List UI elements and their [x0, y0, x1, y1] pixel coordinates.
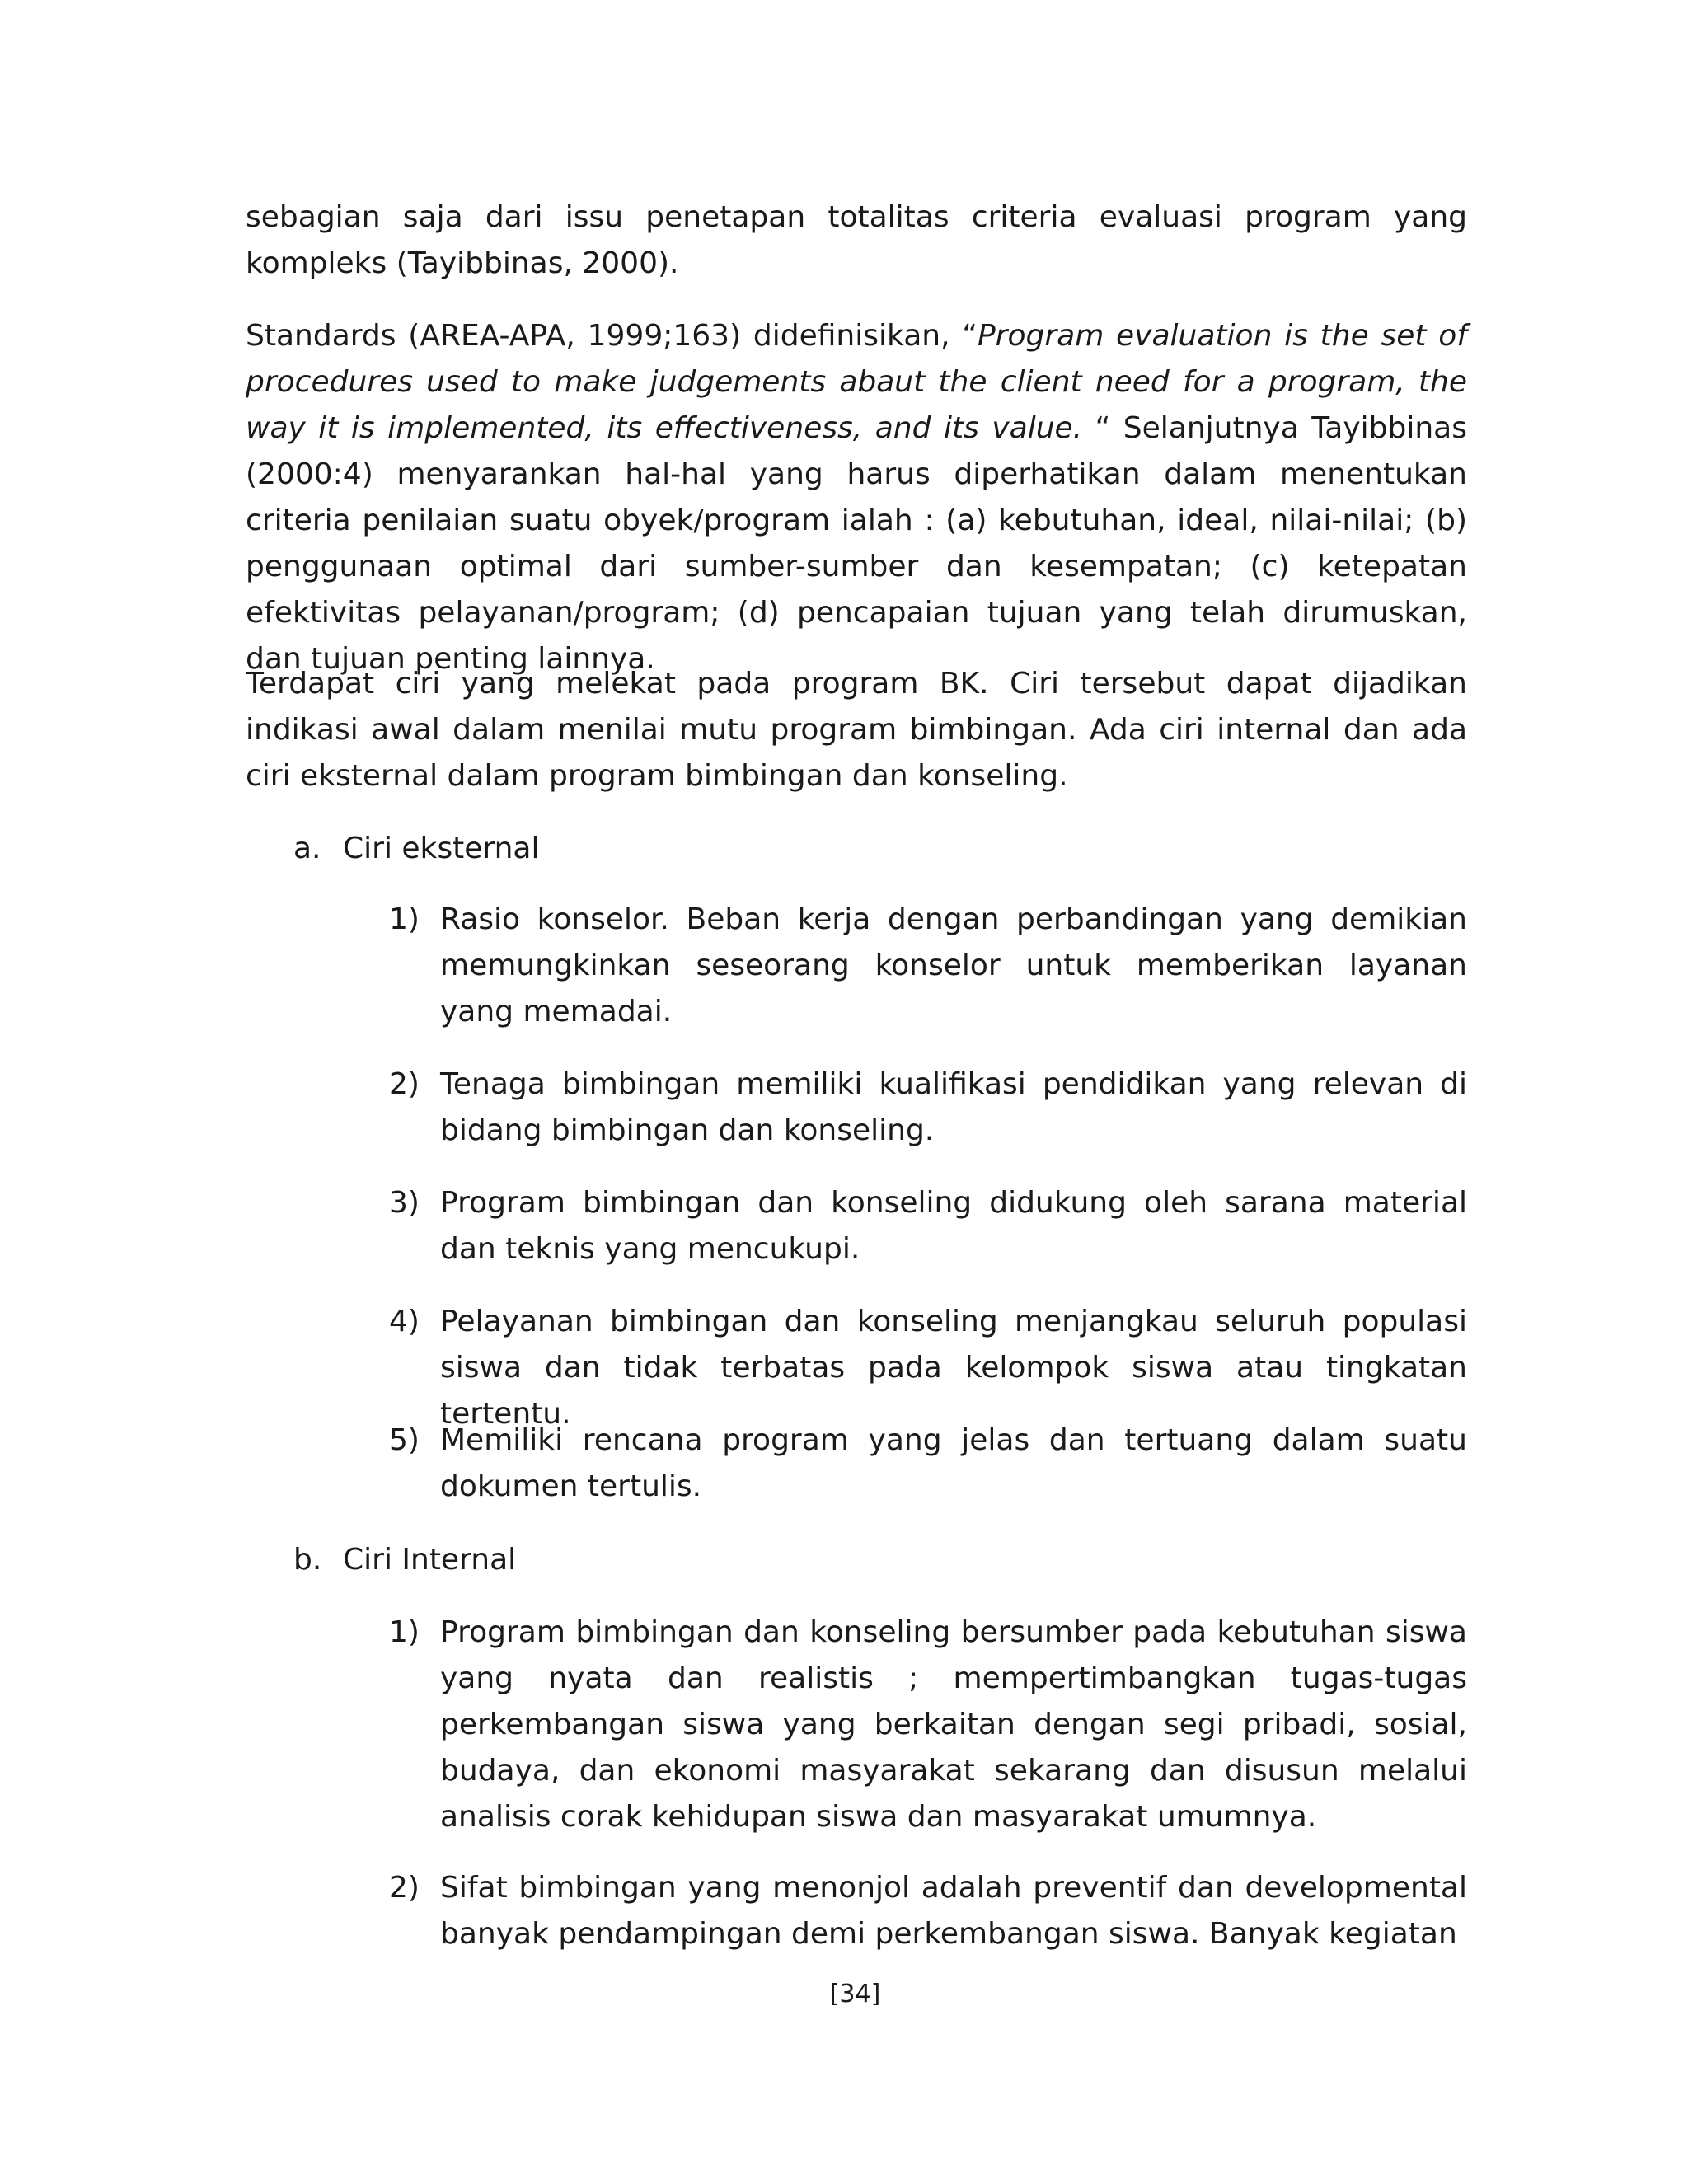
section-title: Ciri Internal — [343, 1543, 517, 1577]
paragraph-intro: sebagian saja dari issu penetapan totalitas criteria evaluasi program yang kompleks (Tayibbinas, 2000). — [246, 200, 1467, 280]
list-item-number: 3) — [389, 1186, 420, 1220]
list-item — [389, 1180, 1467, 1272]
list-item-number: 1) — [389, 902, 420, 936]
list-item — [389, 1418, 1467, 1510]
list-item-number: 4) — [389, 1305, 420, 1338]
list-item-number: 2) — [389, 1871, 420, 1905]
list-item-text: Memiliki rencana program yang jelas dan tertuang dalam suatu dokumen tertulis. — [440, 1423, 1467, 1503]
list-item-text: Tenaga bimbingan memiliki kualifikasi pendidikan yang relevan di bidang bimbingan dan konseling. — [440, 1067, 1467, 1147]
list-item — [389, 1865, 1467, 1957]
paragraph-standards-definition — [246, 313, 1467, 682]
section-title: Ciri eksternal — [343, 832, 540, 865]
section-heading-ciri-eksternal — [293, 826, 539, 872]
list-item-number: 1) — [389, 1615, 420, 1649]
paragraph-standards-tail: “ Selanjutnya Tayibbinas (2000:4) menyarankan hal-hal yang harus diperhatikan dalam menentukan criteria penilaian suatu obyek/program ialah : (a) kebutuhan, ideal, nilai-nilai; (b) penggunaan optimal dari sumber-sumber dan kesempatan; (c) ketepatan efektivitas pelayanan/program; (d) pencapaian tujuan yang telah dirumuskan, dan tujuan penting lainnya. — [246, 411, 1467, 676]
paragraph-standards-lead: Standards (AREA-APA, 1999;163) didefinisikan, “ — [246, 319, 978, 353]
list-item-number: 5) — [389, 1423, 420, 1457]
list-item-text: Program bimbingan dan konseling bersumber pada kebutuhan siswa yang nyata dan realistis ; mempertimbangkan tugas-tugas perkembangan siswa yang berkaitan dengan segi pribadi, sosial, budaya, dan ekonomi masyarakat sekarang dan disusun melalui analisis corak kehidupan siswa dan masyarakat umumnya. — [440, 1615, 1467, 1834]
list-item — [389, 897, 1467, 1035]
list-item — [389, 1299, 1467, 1437]
page-number: [34] — [829, 1980, 881, 2008]
quote-program-evaluation: Program evaluation is the set of procedures used to make judgements abaut the client need for a program, the way it is implemented, its effectiveness, and its value. — [246, 319, 1467, 445]
list-item-text: Pelayanan bimbingan dan konseling menjangkau seluruh populasi siswa dan tidak terbatas pada kelompok siswa atau tingkatan tertentu. — [440, 1305, 1467, 1431]
section-heading-ciri-internal — [293, 1537, 516, 1583]
list-item-text: Program bimbingan dan konseling didukung oleh sarana material dan teknis yang mencukupi. — [440, 1186, 1467, 1266]
list-item — [389, 1062, 1467, 1154]
list-item-text: Rasio konselor. Beban kerja dengan perbandingan yang demikian memungkinkan seseorang konselor untuk memberikan layanan yang memadai. — [440, 902, 1467, 1029]
section-marker: a. — [293, 832, 321, 865]
list-item-text: Sifat bimbingan yang menonjol adalah preventif dan developmental banyak pendampingan demi perkembangan siswa. Banyak kegiatan — [440, 1871, 1467, 1951]
paragraph-ciri-program: Terdapat ciri yang melekat pada program BK. Ciri tersebut dapat dijadikan indikasi awal dalam menilai mutu program bimbingan. Ada ciri internal dan ada ciri eksternal dalam program bimbingan dan konseling. — [246, 667, 1467, 793]
section-marker: b. — [293, 1543, 322, 1577]
list-item — [389, 1610, 1467, 1840]
list-item-number: 2) — [389, 1067, 420, 1101]
